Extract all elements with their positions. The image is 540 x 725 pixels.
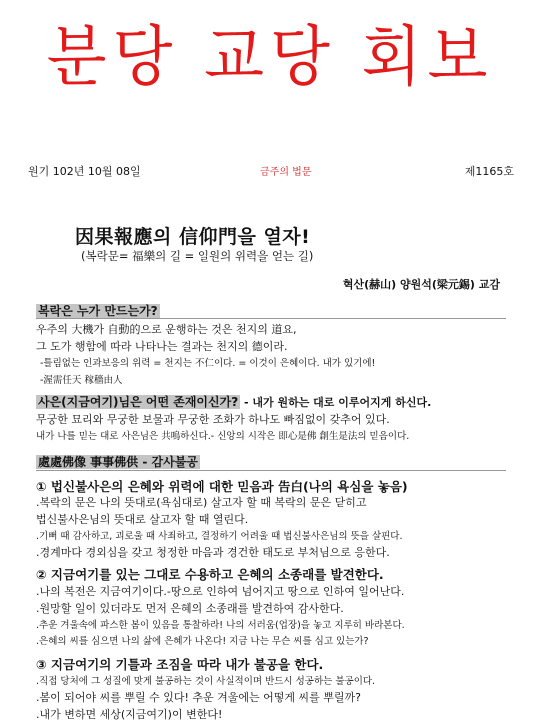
item-title-2: ② 지금여기를 있는 그대로 수용하고 은혜의 소종래를 발견한다.: [36, 567, 384, 582]
body-line: .기뻐 때 감사하고, 괴로울 때 사죄하고, 결정하기 어려울 때 법신불사은님의 뜻을 살핀다.: [36, 531, 403, 542]
body-line: 그 도가 행함에 따라 나타나는 결과는 천지의 德이라.: [36, 340, 288, 353]
body-line: 무궁한 묘리와 무궁한 보물과 무궁한 조화가 하나도 빠짐없이 갖추어 있다.: [36, 413, 390, 426]
item-title-3: ③ 지금여기의 기틀과 조짐을 따라 내가 불공을 한다.: [36, 657, 324, 672]
author-byline: 혁산(赫山) 양원석(梁元錫) 교감: [342, 278, 500, 291]
item-title-1: ① 법신불사은의 은혜와 위력에 대한 믿음과 告白(나의 욕심을 놓음): [36, 479, 408, 494]
section-heading-3: 處處佛像 事事佛供 - 감사불공: [38, 455, 198, 469]
divider: [36, 318, 506, 319]
body-line: .봄이 되어야 씨를 뿌릴 수 있다! 추운 겨울에는 어떻게 씨를 뿌릴까?: [36, 691, 361, 704]
section-heading-2: 사은(지금여기)님은 어떤 존재이신가? - 내가 원하는 대로 이루어지게 하신다.: [38, 395, 432, 409]
issue-number: 제1165호: [464, 165, 514, 178]
body-line: .은혜의 씨를 심으면 나의 삶에 은혜가 나온다! 지금 나는 무슨 씨를 심고 있는가?: [36, 636, 369, 647]
body-line: 법신불사은님의 뜻대로 살고자 할 때 열린다.: [36, 513, 249, 526]
body-line: .나의 복전은 지금여기이다.-땅으로 인하여 넘어지고 땅으로 인하여 일어난다.: [36, 585, 405, 598]
body-line: 우주의 大機가 自動的으로 운행하는 것은 천지의 道요,: [36, 323, 297, 336]
newsletter-title: 분당 교당 회보: [46, 18, 494, 95]
headline: 因果報應의 信仰門을 열자!: [75, 226, 311, 248]
body-line: 내가 나를 믿는 대로 사은님은 共鳴하신다.- 신앙의 시작은 即心是佛 創生是法의 믿음이다.: [36, 431, 410, 442]
body-line: .추운 겨울속에 파스한 봄이 있음을 통찰하라! 나의 서러움(업장)을 놓고 지루히 바라본다.: [36, 620, 405, 631]
body-line: -틀림없는 인과보응의 위력 = 천지는 不仁이다. = 이것이 은혜이다. 내가 있기에!: [40, 358, 376, 369]
body-line: .내가 변하면 세상(지금여기)이 변한다!: [36, 708, 223, 721]
body-line: -渥需任天 稼穡由人: [40, 375, 123, 386]
body-line: .직접 당처에 그 성질에 맞게 불공하는 것이 사실적이며 반드시 성공하는 불공이다.: [36, 676, 376, 687]
body-line: .원망할 일이 있더라도 먼저 은혜의 소종래를 발견하여 감사한다.: [36, 602, 344, 615]
section-heading-1: 복락은 누가 만드는가?: [38, 304, 158, 318]
body-line: .경계마다 경외심을 갖고 청정한 마음과 경건한 태도로 부처님으로 응한다.: [36, 546, 390, 559]
body-line: .복락의 문은 나의 뜻대로(욕심대로) 살고자 할 때 복락의 문은 닫히고: [36, 496, 367, 509]
divider: [36, 470, 506, 471]
weekly-sermon-label: 금주의 법문: [260, 167, 312, 178]
issue-date: 원기 102년 10월 08일: [28, 165, 141, 178]
dateline: [28, 163, 514, 179]
subheadline: (복락문= 福樂의 길 = 일원의 위력을 얻는 길): [81, 249, 314, 263]
